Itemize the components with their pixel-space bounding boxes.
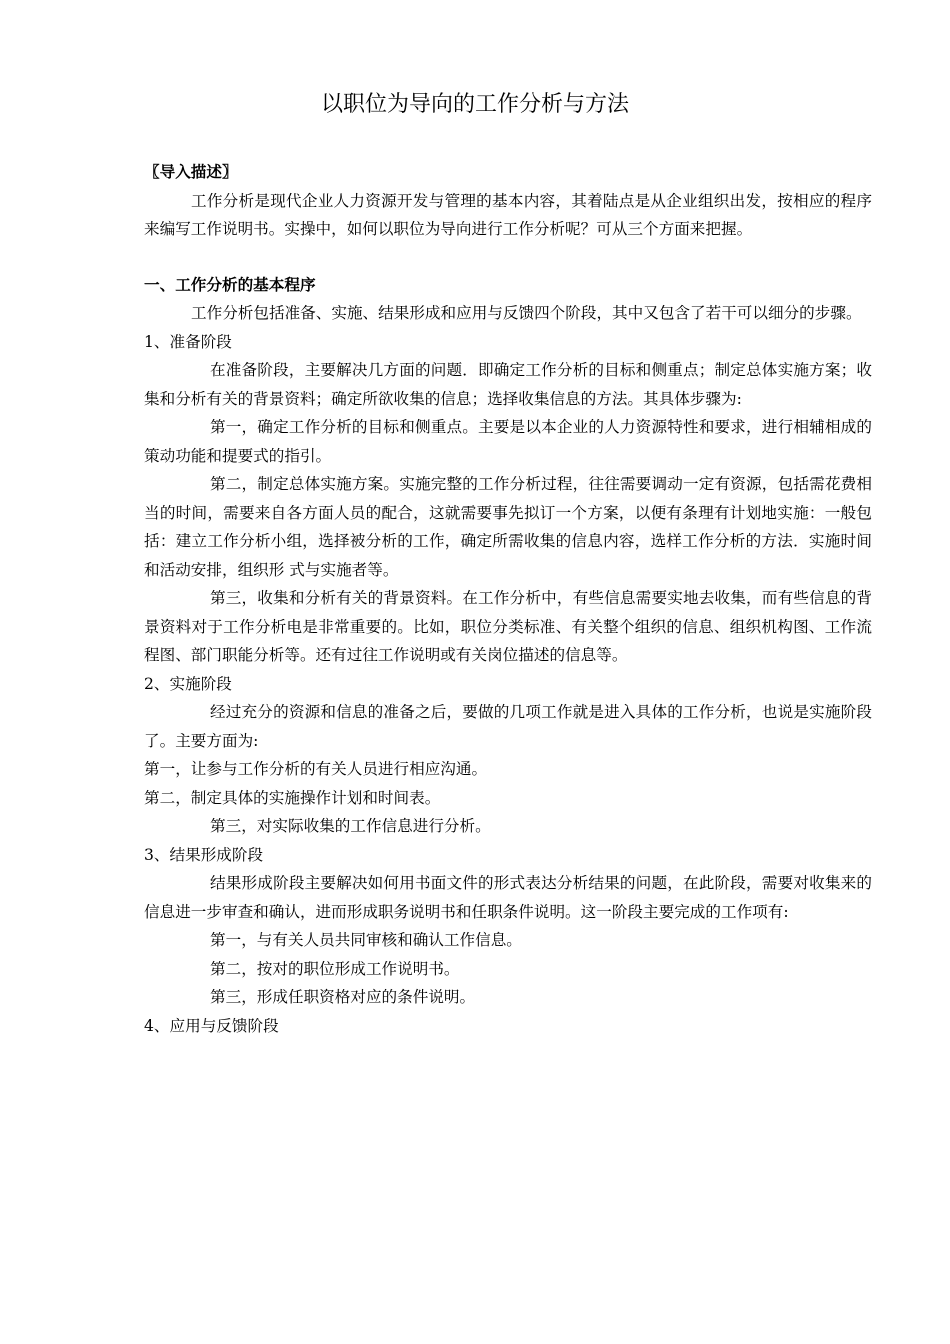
stage3-step2: 第二，按对的职位形成工作说明书。 [210,959,460,978]
section1-paragraph: 工作分析包括准备、实施、结果形成和应用与反馈四个阶段，其中又包含了若干可以细分的步骤。 [191,304,862,322]
stage3-step3: 第三，形成任职资格对应的条件说明。 [210,988,476,1006]
document-body [144,158,872,1040]
stage2-step3: 第三，对实际收集的工作信息进行分析。 [210,817,491,835]
stage4-heading: 4、应用与反馈阶段 [144,1016,279,1035]
stage2-heading: 2、实施阶段 [144,674,232,693]
section1-heading: 一、工作分析的基本程序 [144,275,316,294]
stage1-step1: 第一，确定工作分析的目标和侧重点。主要是以本企业的人力资源特性和要求，进行相辅相成的策动功能和提要式的指引。 [144,418,872,465]
stage1-step2: 第二，制定总体实施方案。实施完整的工作分析过程，往往需要调动一定有资源，包括需花费相当的时间，需要来自各方面人员的配合，这就需要事先拟订一个方案，以便有条理有计划地实施：一般包括：建立工作分析小组，选择被分析的工作，确定所需收集的信息内容，选样工作分析的方法．实施时间和活动安排，组织形 式与实施者等。 [144,475,872,579]
stage2-paragraph: 经过充分的资源和信息的准备之后，要做的几项工作就是进入具体的工作分析，也说是实施阶段了。主要方面为: [144,703,872,750]
section-gap [144,244,872,271]
intro-paragraph: 工作分析是现代企业人力资源开发与管理的基本内容，其着陆点是从企业组织出发，按相应的程序来编写工作说明书。实操中，如何以职位为导向进行工作分析呢？可从三个方面来把握。 [144,191,872,238]
stage1-step3: 第三，收集和分析有关的背景资料。在工作分析中，有些信息需要实地去收集，而有些信息的背景资料对于工作分析电是非常重要的。比如，职位分类标准、有关整个组织的信息、组织机构图、工作流程图、部门职能分析等。还有过往工作说明或有关岗位描述的信息等。 [144,589,872,664]
stage3-step1: 第一，与有关人员共同审核和确认工作信息。 [210,931,522,949]
stage2-step2: 第二，制定具体的实施操作计划和时间表。 [144,788,441,807]
intro-heading: 〖导入描述〗 [144,163,238,181]
stage2-step1: 第一，让参与工作分析的有关人员进行相应沟通。 [144,760,488,778]
stage1-paragraph: 在准备阶段，主要解决几方面的问题．即确定工作分析的目标和侧重点；制定总体实施方案；收集和分析有关的背景资料；确定所欲收集的信息；选择收集信息的方法。其具体步骤为: [144,361,872,408]
stage3-paragraph: 结果形成阶段主要解决如何用书面文件的形式表达分析结果的问题，在此阶段，需要对收集来的信息进一步审查和确认，进而形成职务说明书和任职条件说明。这一阶段主要完成的工作项有: [144,874,872,921]
document-title: 以职位为导向的工作分析与方法 [320,92,629,117]
stage1-heading: 1、准备阶段 [144,332,232,351]
stage3-heading: 3、结果形成阶段 [144,845,264,864]
